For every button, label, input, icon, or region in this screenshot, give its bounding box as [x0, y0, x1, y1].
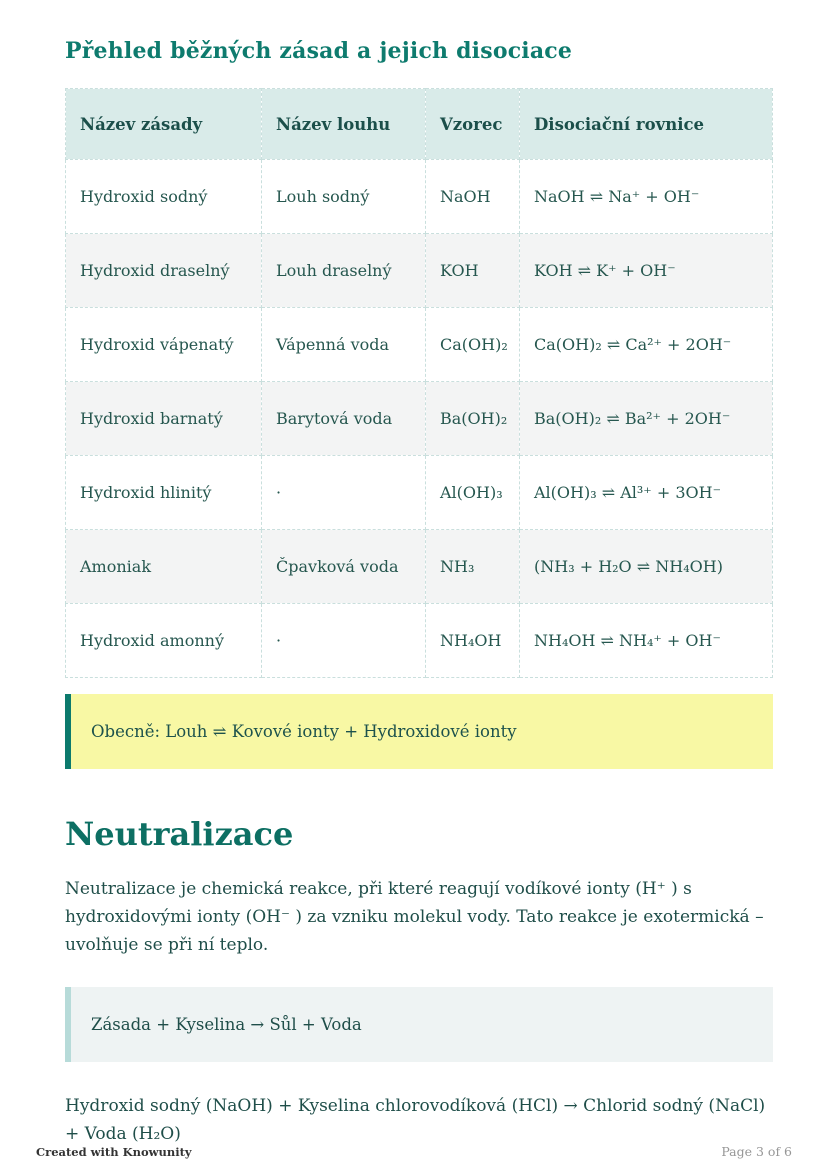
table-cell: Hydroxid vápenatý: [66, 308, 262, 382]
table-cell: Hydroxid barnatý: [66, 382, 262, 456]
paragraph-example-reaction: Hydroxid sodný (NaOH) + Kyselina chlorovodíková (HCl) → Chlorid sodný (NaCl) + Voda (H₂O): [65, 1096, 766, 1145]
general-rule-text: Obecně: Louh ⇌ Kovové ionty + Hydroxidové ionty: [91, 722, 517, 741]
table-cell: Hydroxid amonný: [66, 604, 262, 678]
base-table-body: [66, 160, 773, 678]
footer-page-number: Page 3 of 6: [721, 1144, 792, 1159]
table-cell: KOH ⇌ K⁺ + OH⁻: [520, 234, 773, 308]
table-cell: Louh sodný: [262, 160, 426, 234]
table-cell: (NH₃ + H₂O ⇌ NH₄OH): [520, 530, 773, 604]
table-cell: NH₄OH: [426, 604, 520, 678]
table-cell: Ca(OH)₂ ⇌ Ca²⁺ + 2OH⁻: [520, 308, 773, 382]
table-cell: Ba(OH)₂: [426, 382, 520, 456]
neutralization-formula-callout: [65, 987, 773, 1062]
table-row: [66, 456, 773, 530]
table-cell: ·: [262, 456, 426, 530]
table-cell: Louh draselný: [262, 234, 426, 308]
table-cell: Al(OH)₃: [426, 456, 520, 530]
table-cell: NH₃: [426, 530, 520, 604]
page-title: Přehled běžných zásad a jejich disociace: [65, 38, 573, 64]
table-cell: Amoniak: [66, 530, 262, 604]
table-cell: Hydroxid sodný: [66, 160, 262, 234]
column-header-equation: Disociační rovnice: [520, 89, 773, 160]
column-header-formula: Vzorec: [426, 89, 520, 160]
table-cell: Ba(OH)₂ ⇌ Ba²⁺ + 2OH⁻: [520, 382, 773, 456]
table-cell: KOH: [426, 234, 520, 308]
table-cell: Čpavková voda: [262, 530, 426, 604]
table-row: [66, 308, 773, 382]
general-rule-callout: [65, 694, 773, 769]
table-row: [66, 382, 773, 456]
bases-table: [65, 88, 773, 678]
table-cell: ·: [262, 604, 426, 678]
table-row: [66, 234, 773, 308]
paragraph-neutralization-intro: Neutralizace je chemická reakce, při které reagují vodíkové ionty (H⁺ ) s hydroxidovými ionty (OH⁻ ) za vzniku molekul vody. Tato reakce je exotermická – uvolňuje se při ní teplo.: [65, 879, 764, 956]
table-header-row: [66, 89, 773, 160]
table-cell: Al(OH)₃ ⇌ Al³⁺ + 3OH⁻: [520, 456, 773, 530]
table-row: [66, 604, 773, 678]
neutralization-formula-text: Zásada + Kyselina → Sůl + Voda: [91, 1015, 362, 1035]
table-cell: Hydroxid draselný: [66, 234, 262, 308]
column-header-base-name: Název zásady: [66, 89, 262, 160]
footer-branding: Created with Knowunity: [36, 1145, 192, 1159]
table-cell: NaOH ⇌ Na⁺ + OH⁻: [520, 160, 773, 234]
page-footer: [0, 1139, 828, 1159]
table-header: [66, 89, 773, 160]
column-header-lye-name: Název louhu: [262, 89, 426, 160]
table-row: [66, 160, 773, 234]
table-cell: Barytová voda: [262, 382, 426, 456]
table-cell: Vápenná voda: [262, 308, 426, 382]
section-heading-neutralizace: Neutralizace: [65, 815, 294, 853]
table-cell: Ca(OH)₂: [426, 308, 520, 382]
table-cell: Hydroxid hlinitý: [66, 456, 262, 530]
table-cell: NaOH: [426, 160, 520, 234]
table-cell: NH₄OH ⇌ NH₄⁺ + OH⁻: [520, 604, 773, 678]
table-row: [66, 530, 773, 604]
